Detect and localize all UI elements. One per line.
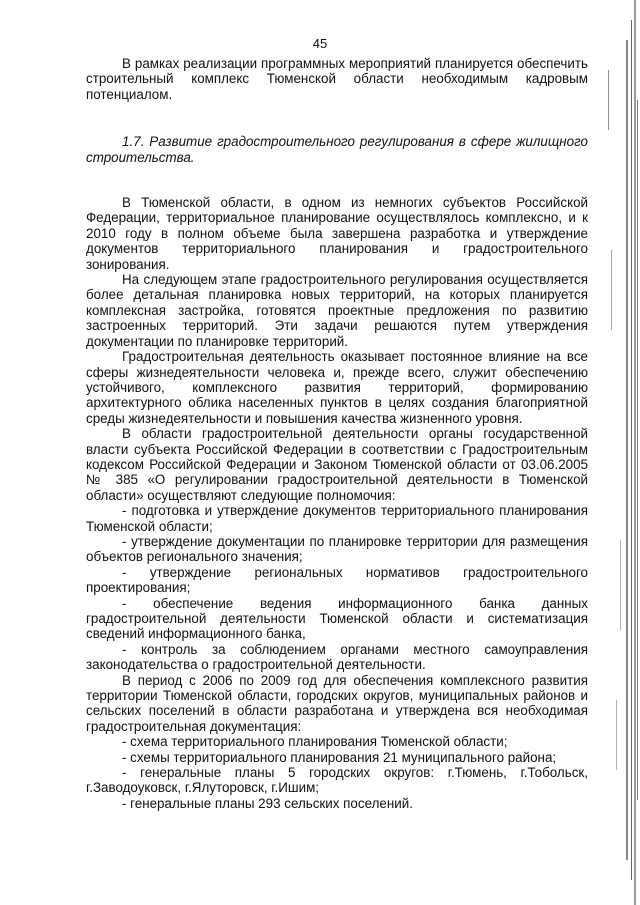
powers-list-item: - подготовка и утверждение документов территориального планирования Тюменской области; bbox=[86, 503, 588, 534]
page-number: 45 bbox=[312, 36, 328, 51]
documentation-list-item: - схемы территориального планирования 21 муниципального района; bbox=[122, 749, 557, 765]
section-heading: 1.7. Развитие градостроительного регулирования в сфере жилищного строительства. bbox=[86, 134, 588, 165]
intro-paragraph: В рамках реализации программных мероприятий планируется обеспечить строительный комплекс Тюменской области необходимым кадровым потенциалом. bbox=[86, 56, 588, 102]
period-paragraph: В период с 2006 по 2009 год для обеспечения комплексного развития территории Тюменской области, городских округов, муниципальных районов и сельских поселений в области разработана и утверждена вся необходимая градостроительная документация: bbox=[86, 672, 588, 734]
paragraph: На следующем этапе градостроительного регулирования осуществляется более детальная планировка новых территорий, на которых планируется комплексная застройка, готовятся проектные предложения по развитию застроенных территорий. Эти задачи решаются путем утверждения документации по планировке территорий. bbox=[86, 272, 588, 349]
paragraph: Градостроительная деятельность оказывает постоянное влияние на все сферы жизнедеятельности человека и, прежде всего, служит обеспечению устойчивого, комплексного развития территорий, формированию архитектурного облика населенных пунктов в целях создания благоприятной среды жизнедеятельности и повышения качества жизненного уровня. bbox=[86, 349, 588, 426]
powers-list-item: - обеспечение ведения информационного банка данных градостроительной деятельности Тюменской области и систематизация сведений информационного банка, bbox=[86, 595, 588, 642]
powers-list-item: - утверждение региональных нормативов градостроительного проектирования; bbox=[86, 564, 588, 596]
paragraph: В области градостроительной деятельности органы государственной власти субъекта Российской Федерации в соответствии с Градостроительным кодексом Российской Федерации и Законом Тюменской области от 03.06.2005 № 385 «О регулировании градостроительной деятельности в Тюменской области» осуществляют следующие полномочия: bbox=[86, 426, 588, 503]
document-body bbox=[86, 56, 588, 811]
paragraph: В Тюменской области, в одном из немногих субъектов Российской Федерации, территориальное планирование осуществлялось комплексно, и к 2010 году в полном объеме была завершена разработка и утверждение документов территориального планирования и градостроительного зонирования. bbox=[86, 195, 588, 272]
powers-list-item: - утверждение документации по планировке территории для размещения объектов регионального значения; bbox=[86, 533, 588, 565]
powers-list-item: - контроль за соблюдением органами местного самоуправления законодательства о градостроительной деятельности. bbox=[86, 641, 588, 673]
documentation-list-item: - генеральные планы 293 сельских поселений. bbox=[122, 795, 413, 811]
documentation-list-item: - схема территориального планирования Тюменской области; bbox=[122, 734, 508, 750]
documentation-list-item: - генеральные планы 5 городских округов: г.Тюмень, г.Тобольск, г.Заводоуковск, г.Ялуторовск, г.Ишим; bbox=[86, 765, 588, 796]
